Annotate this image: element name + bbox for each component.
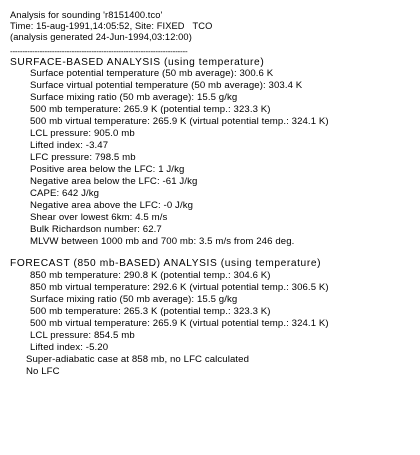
surface-line: MLVW between 1000 mb and 700 mb: 3.5 m/s from 246 deg. (30, 236, 295, 247)
surface-line: LFC pressure: 798.5 mb (30, 152, 136, 163)
forecast-line: 500 mb temperature: 265.3 K (potential temp.: 323.3 K) (30, 306, 271, 317)
forecast-line: 500 mb virtual temperature: 265.9 K (virtual potential temp.: 324.1 K) (30, 318, 329, 329)
surface-line: 500 mb temperature: 265.9 K (potential temp.: 323.3 K) (30, 104, 271, 115)
surface-line: Bulk Richardson number: 62.7 (30, 224, 162, 235)
forecast-line: 850 mb virtual temperature: 292.6 K (virtual potential temp.: 306.5 K) (30, 282, 329, 293)
forecast-line: LCL pressure: 854.5 mb (30, 330, 135, 341)
surface-line: LCL pressure: 905.0 mb (30, 128, 135, 139)
forecast-line: Lifted index: -5.20 (30, 342, 109, 353)
forecast-note-superadiabatic: Super-adiabatic case at 858 mb, no LFC calculated (26, 354, 250, 365)
surface-line: Surface mixing ratio (50 mb average): 15.5 g/kg (30, 92, 238, 103)
header-divider: ------------------------------------------------------------------------ (10, 47, 188, 56)
surface-line: Lifted index: -3.47 (30, 140, 109, 151)
forecast-line: Surface mixing ratio (50 mb average): 15.5 g/kg (30, 294, 238, 305)
surface-line: Negative area below the LFC: -61 J/kg (30, 176, 198, 187)
header-time-line: Time: 15-aug-1991,14:05:52, Site: FIXED TCO (10, 21, 213, 31)
surface-line: Surface potential temperature (50 mb average): 300.6 K (30, 68, 274, 79)
header-generated-line: (analysis generated 24-Jun-1994,03:12:00) (10, 32, 192, 42)
surface-line: 500 mb virtual temperature: 265.9 K (virtual potential temp.: 324.1 K) (30, 116, 329, 127)
surface-line: Shear over lowest 6km: 4.5 m/s (30, 212, 168, 223)
surface-line: Negative area above the LFC: -0 J/kg (30, 200, 194, 211)
surface-line: Surface virtual potential temperature (50 mb average): 303.4 K (30, 80, 303, 91)
forecast-section-title: FORECAST (850 mb-BASED) ANALYSIS (using temperature) (10, 258, 322, 269)
forecast-line: 850 mb temperature: 290.8 K (potential temp.: 304.6 K) (30, 270, 271, 281)
header-sounding-line: Analysis for sounding 'r8151400.tco' (10, 10, 163, 20)
surface-line: CAPE: 642 J/kg (30, 188, 100, 199)
surface-section-title: SURFACE-BASED ANALYSIS (using temperature) (10, 57, 265, 68)
forecast-note-no-lfc: No LFC (26, 366, 60, 377)
surface-line: Positive area below the LFC: 1 J/kg (30, 164, 185, 175)
